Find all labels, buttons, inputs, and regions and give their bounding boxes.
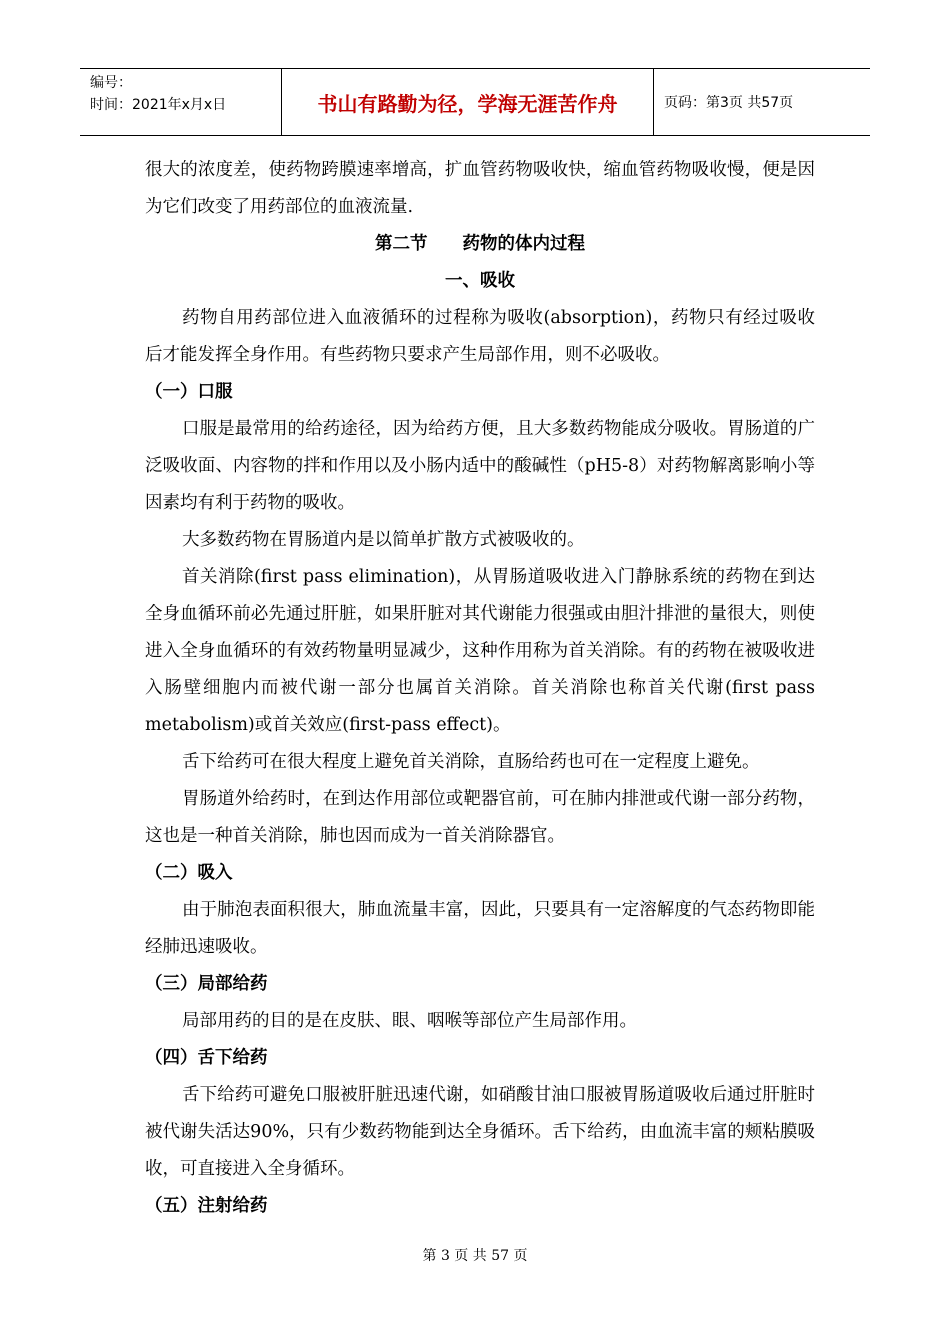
header-meta — [80, 69, 282, 135]
paragraph-continued: 很大的浓度差，使药物跨膜速率增高，扩血管药物吸收快，缩血管药物吸收慢，便是因为它们改变了用药部位的血液流量. — [145, 160, 815, 217]
subsection-title: 一、吸收 — [445, 271, 515, 291]
date-label: 时间：2021年x月x日 — [90, 97, 227, 113]
heading-oral: （一）口服 — [145, 382, 233, 402]
heading-sublingual: （四）舌下给药 — [145, 1048, 268, 1068]
paragraph-inhale: 由于肺泡表面积很大，肺血流量丰富，因此，只要具有一定溶解度的气态药物即能经肺迅速吸收。 — [145, 900, 815, 957]
paragraph-local: 局部用药的目的是在皮肤、眼、咽喉等部位产生局部作用。 — [182, 1011, 637, 1031]
paragraph-oral-2: 大多数药物在胃肠道内是以简单扩散方式被吸收的。 — [182, 530, 585, 550]
header-motto: 书山有路勤为径，学海无涯苦作舟 — [282, 69, 654, 135]
paragraph-sublingual: 舌下给药可避免口服被肝脏迅速代谢，如硝酸甘油口服被胃肠道吸收后通过肝脏时被代谢失活达90%，只有少数药物能到达全身循环。舌下给药，由血流丰富的颊粘膜吸收，可直接进入全身循环。 — [145, 1085, 815, 1179]
serial-label: 编号： — [90, 75, 132, 91]
paragraph-oral-3: 首关消除(first pass elimination)，从胃肠道吸收进入门静脉系统的药物在到达全身血循环前必先通过肝脏，如果肝脏对其代谢能力很强或由胆汁排泄的量很大，则使进入全身血循环的有效药物量明显减少，这种作用称为首关消除。有的药物在被吸收进入肠壁细胞内而被代谢一部分也属首关消除。首关消除也称首关代谢(first pass metabolism)或首关效应(first-pass effect)。 — [145, 567, 815, 735]
heading-inhale: （二）吸入 — [145, 863, 233, 883]
heading-injection: （五）注射给药 — [145, 1196, 268, 1216]
section-title: 第二节 药物的体内过程 — [375, 234, 585, 254]
paragraph-absorption: 药物自用药部位进入血液循环的过程称为吸收(absorption)，药物只有经过吸收后才能发挥全身作用。有些药物只要求产生局部作用，则不必吸收。 — [145, 308, 815, 365]
paragraph-oral-1: 口服是最常用的给药途径，因为给药方便，且大多数药物能成分吸收。胃肠道的广泛吸收面、内容物的拌和作用以及小肠内适中的酸碱性（pH5-8）对药物解离影响小等因素均有利于药物的吸收。 — [145, 419, 815, 513]
document-body — [145, 152, 815, 1225]
paragraph-oral-5: 胃肠道外给药时，在到达作用部位或靶器官前，可在肺内排泄或代谢一部分药物，这也是一种首关消除，肺也因而成为一首关消除器官。 — [145, 789, 815, 846]
page-footer: 第 3 页 共 57 页 — [422, 1248, 528, 1264]
header-page-info: 页码：第3页 共57页 — [664, 95, 794, 111]
paragraph-oral-4: 舌下给药可在很大程度上避免首关消除，直肠给药也可在一定程度上避免。 — [182, 752, 760, 772]
page-header — [80, 68, 870, 136]
heading-local: （三）局部给药 — [145, 974, 268, 994]
